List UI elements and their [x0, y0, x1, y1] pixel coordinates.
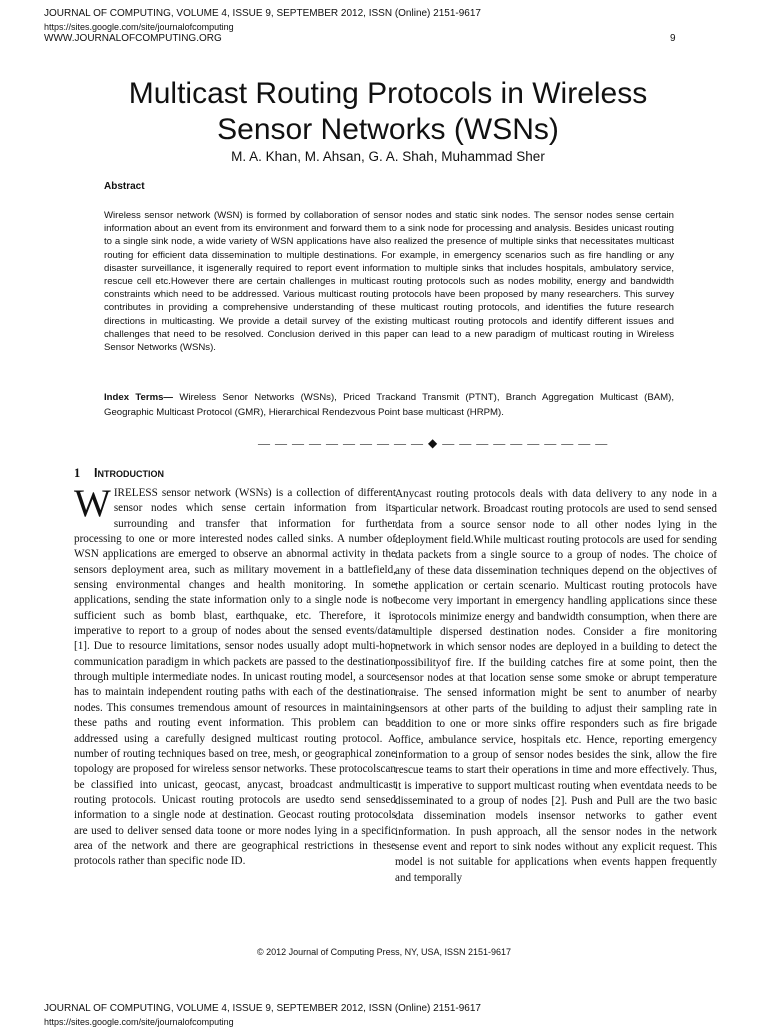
- copyright-notice: © 2012 Journal of Computing Press, NY, USA, ISSN 2151-9617: [256, 947, 512, 957]
- intro-right-column: Anycast routing protocols deals with data delivery to any node in a particular network. Broadcast routing protocols are used to send sensed data from a source sensor node to all other nodes lying in the deployment field.While multicast routing protocols are used for sending data packets from a single source to a group of nodes. The choice of any of these data dissemination techniques depend on the objectives of the application or certain scenario. Multicast routing protocols have become very important in emergency handling applications since these protocols minimize energy and bandwidth consumption, when there are multiple dispersed destination nodes. Consider a fire monitoring network in which sensor nodes are deployed in a building to detect the possibilityof fire. If the building catches fire at some point, then the sensor nodes at that location sense some smoke or abrupt temperature raise. The sensed information might be sent to anumber of nearby sensors at other parts of the building to adjust their sampling rate in addition to one or more sinks offire responders such as fire brigade office, ambulance service, hospitals etc. Hence, reporting emergency information to a group of sensor nodes besides the sink, allow the fire rescue teams to start their operations in time and more effectively. Thus, it is imperative to support multicast routing when eventdata needs to be disseminated to a group of nodes [2]. Push and Pull are the two basic data dissemination models insensor networks to gather event information. In push approach, all the sensor nodes in the network sense event and report to sink nodes without any explicit request. This model is not suitable for applications when events happen frequently and temporally: [395, 488, 717, 884]
- index-terms-label: Index Terms—: [104, 392, 174, 403]
- section-separator: — — — — — — — — — — ◆ — — — — — — — — — —: [258, 436, 609, 450]
- journal-url[interactable]: https://sites.google.com/site/journalofcomputing: [44, 22, 234, 32]
- journal-website[interactable]: WWW.JOURNALOFCOMPUTING.ORG: [44, 33, 222, 44]
- index-terms: [104, 390, 674, 421]
- page-number: 9: [670, 33, 676, 44]
- paper-authors: M. A. Khan, M. Ahsan, G. A. Shah, Muhammad Sher: [231, 149, 545, 164]
- abstract-text: Wireless sensor network (WSN) is formed by collaboration of sensor nodes and static sink nodes. The sensor nodes sense certain information about an event from its environment and forward them to a sink node for processing and analysis. Besides unicast routing to a single sink node, a wide variety of WSN applications have also realized the presence of multiple sinks that necessitates multicast routing for efficient data dissemination to multiple destinations. For example, in emergency scenarios such as fire handling or any disaster surveillance, it isgenerally required to report event information to multiple sinks that includes hospitals, ambulatory service, rescue cell etc.However there are certain challenges in multicast routing protocols such as nodes mobility, energy and bandwidth constraints which need to be addressed. Various multicast routing protocols have been proposed by many researchers. This survey contributes in providing a comprehensive understanding of these multicast routing protocols, and identifies the future research directions in multicasting. We provide a detail survey of the existing multicast routing protocols and identify different issues and challenges that need to be resolved. Conclusion derived in this paper can lead to a new paradigm of multicast routing in Wireless Sensor Networks (WSNs).: [104, 210, 674, 354]
- paper-title-line-2: Sensor Networks (WSNs): [217, 113, 559, 146]
- paper-title: [60, 76, 716, 148]
- left-column-text: sensor network (WSNs) is a collection of different sensor nodes which sense certain information from its surrounding and transfer that information for further processing to one or more interested nodes called sinks. A number of WSN applications are emerged to observe an abnormal activity in the sensors deployment area, such as military movement in a battlefield, sensing environmental changes and health monitoring. In some applications, sending the state information only to a single node is not sufficient such as bomb blast, earthquake, etc. Therefore, it is imperative to report to a group of nodes about the sensed events/data [1]. Due to resource limitations, sensor nodes usually adopt multi-hop communication paradigm in which packets are passed to the destination through multiple intermediate nodes. In unicast routing model, a source has to maintain independent routing paths with each of the destination nodes. This consumes tremendous amount of resources in maintaining these paths and routing event information. This problem can be addressed using a carefully designed multicast routing protocol. A number of routing techniques based on tree, mesh, or geographical zone topology are proposed for wireless sensor networks. These protocolscan be classified into unicast, geocast, anycast, broadcast andmulticast routing protocols. Unicast routing protocols are usedto send sensed information to a single node at destination. Geocast routing protocols are used to deliver sensed data toone or more nodes lying in a specific area of the network and there are geographical restrictions in these protocols rather than specific node ID.: [74, 487, 396, 868]
- paper-title-line-1: Multicast Routing Protocols in Wireless: [128, 77, 648, 110]
- lead-word: IRELESS: [113, 487, 158, 499]
- footer-journal-line: JOURNAL OF COMPUTING, VOLUME 4, ISSUE 9, SEPTEMBER 2012, ISSN (Online) 2151-9617: [44, 1003, 481, 1014]
- intro-left-column: [74, 482, 396, 870]
- footer-journal-url[interactable]: https://sites.google.com/site/journalofcomputing: [44, 1017, 234, 1027]
- journal-header-line: JOURNAL OF COMPUTING, VOLUME 4, ISSUE 9, SEPTEMBER 2012, ISSN (Online) 2151-9617: [44, 8, 481, 19]
- drop-cap: W: [74, 482, 111, 525]
- section-title: Introduction: [94, 466, 164, 480]
- index-terms-text: Wireless Senor Networks (WSNs), Priced Trackand Transmit (PTNT), Branch Aggregation Multicast (BAM), Geographic Multicast Protocol (GMR), Hierarchical Rendezvous Point base multicast (HRPM).: [104, 392, 674, 419]
- section-number: 1: [74, 466, 81, 480]
- abstract-heading: Abstract: [104, 181, 145, 192]
